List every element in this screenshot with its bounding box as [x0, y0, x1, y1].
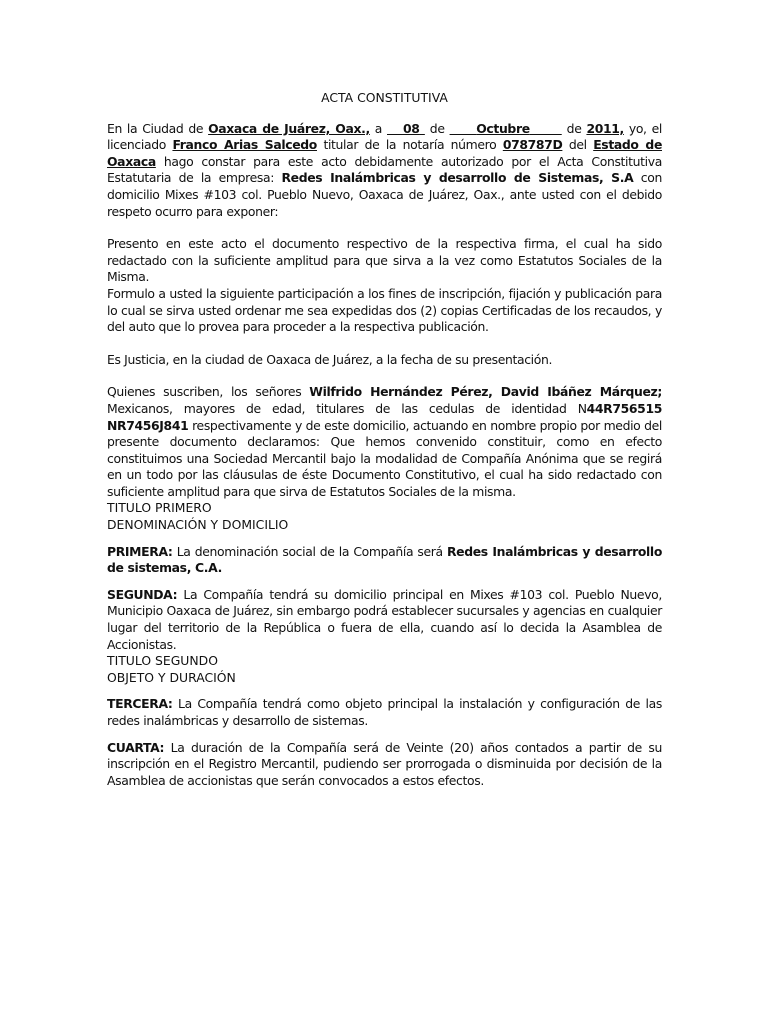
notary-number-field: 078787D	[502, 137, 563, 153]
denominacion-heading: DENOMINACIÓN Y DOMICILIO	[107, 517, 289, 533]
day-field: 08	[402, 120, 420, 136]
presento-paragraph: Presento en este acto el documento respectivo de la respectiva firma, el cual ha sido redactado con la suficiente amplitud para que sirva a la vez como Estatutos Sociales de la Misma.	[107, 236, 662, 285]
justicia-paragraph: Es Justicia, en la ciudad de Oaxaca de Juárez, a la fecha de su presentación.	[107, 351, 553, 367]
id-number-1: 44R756515	[586, 400, 662, 416]
document-title: ACTA CONSTITUTIVA	[321, 90, 448, 105]
city-field: Oaxaca de Juárez, Oax.,	[208, 120, 370, 136]
document-body	[107, 90, 662, 789]
year-field: 2011,	[586, 120, 624, 136]
quienes-paragraph: Quienes suscriben, los señores Wilfrido Hernández Pérez, David Ibáñez Márquez; Mexicanos, mayores de edad, titulares de las cedulas de identidad N44R756515 NR7456J841 respectivamente y de este domicilio, actuando en nombre propio por medio del presente documento declaramos: Que hemos convenido constituir, como en efecto constituimos una Sociedad Mercantil bajo la modalidad de Compañía Anónima que se regirá en un todo por las cláusulas de éste Documento Constitutivo, el cual ha sido redactado con suficiente amplitud para que sirva de Estatutos Sociales de la misma.	[107, 384, 662, 499]
clause-cuarta: CUARTA: La duración de la Compañía será de Veinte (20) años contados a partir de su inscripción en el Registro Mercantil, pudiendo ser prorrogada o disminuida por decisión de la Asamblea de accionistas que serán convocados a estos efectos.	[107, 739, 662, 788]
objeto-heading: OBJETO Y DURACIÓN	[107, 669, 236, 685]
clause-segunda: SEGUNDA: La Compañía tendrá su domicilio principal en Mixes #103 col. Pueblo Nuevo, Municipio Oaxaca de Juárez, sin embargo podrá establecer sucursales y agencias en cualquier lugar del territorio de la República o fuera de ella, cuando así lo decida la Asamblea de Accionistas.	[107, 586, 662, 652]
intro-paragraph: En la Ciudad de Oaxaca de Juárez, Oax., a 08 de Octubre de 2011, yo, el licenciado Franco Arias Salcedo titular de la notaría número 078787D del Estado de Oaxaca hago constar para este acto debidamente autorizado por el Acta Constitutiva Estatutaria de la empresa: Redes Inalámbricas y desarrollo de Sistemas, S.A con domicilio Mixes #103 col. Pueblo Nuevo, Oaxaca de Juárez, Oax., ante usted con el debido respeto ocurro para exponer:	[107, 120, 662, 219]
signers-names: Wilfrido Hernández Pérez, David Ibáñez Márquez;	[309, 384, 662, 400]
clause-label: PRIMERA:	[107, 543, 173, 559]
titulo-segundo-heading: TITULO SEGUNDO	[107, 653, 218, 669]
company-name: Redes Inalámbricas y desarrollo de Sistemas, S.A	[281, 170, 634, 186]
company-name-ca: Redes Inalámbricas y desarrollo de sistemas, C.A.	[107, 543, 662, 576]
clause-label: CUARTA:	[107, 739, 165, 755]
clause-tercera: TERCERA: La Compañía tendrá como objeto principal la instalación y configuración de las redes inalámbricas y desarrollo de sistemas.	[107, 696, 662, 728]
state-field: Estado de Oaxaca	[107, 137, 662, 169]
month-field: Octubre	[476, 120, 530, 136]
clause-label: TERCERA:	[107, 696, 173, 712]
titulo-primero-heading: TITULO PRIMERO	[107, 500, 212, 516]
id-number-2: NR7456J841	[107, 417, 189, 433]
formulo-paragraph: Formulo a usted la siguiente participación a los fines de inscripción, fijación y publicación para lo cual se sirva usted ordenar me sea expedidas dos (2) copias Certificadas de los recaudos, y del auto que lo provea para proceder a la respectiva publicación.	[107, 285, 662, 335]
clause-primera: PRIMERA: La denominación social de la Compañía será Redes Inalámbricas y desarrollo de sistemas, C.A.	[107, 543, 662, 576]
clause-label: SEGUNDA:	[107, 586, 178, 602]
notary-name-field: Franco Arias Salcedo	[172, 137, 317, 153]
